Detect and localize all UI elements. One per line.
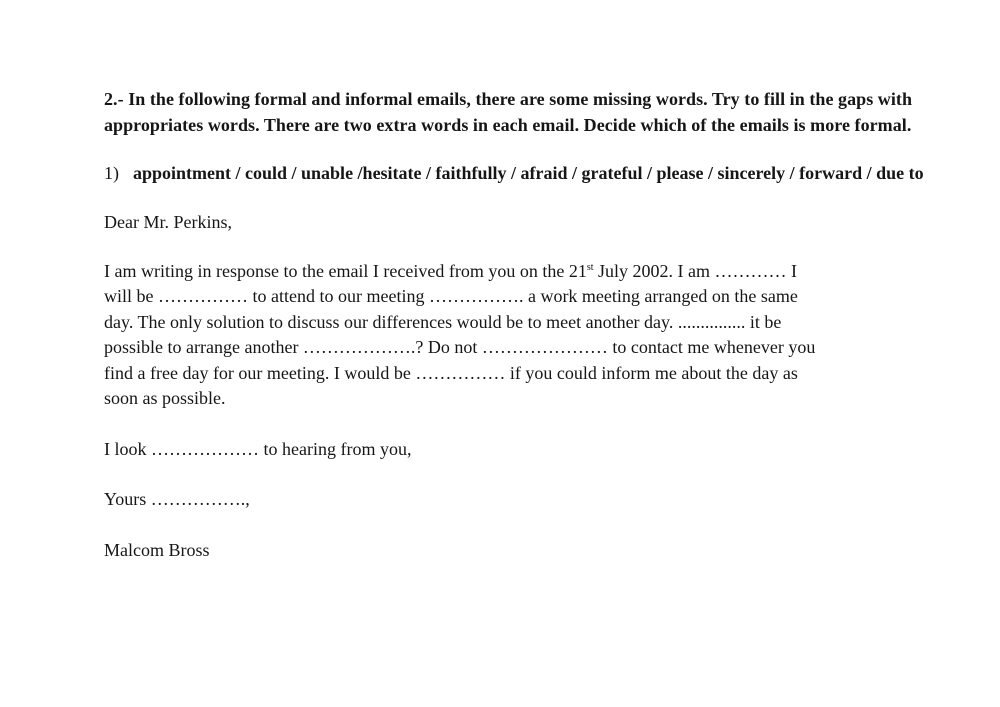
email-signoff: Yours ……………., xyxy=(104,489,250,509)
email-body-line-text: day. The only solution to discuss our differences would be to meet another day. ............... it be xyxy=(104,311,782,332)
worksheet-page xyxy=(104,86,970,563)
email-body-line xyxy=(104,361,970,387)
email-body-line-text: possible to arrange another ……………….? Do not ………………… to contact me whenever you xyxy=(104,337,816,357)
email-body-line-text: will be …………… to attend to our meeting ……………. a work meeting arranged on the same xyxy=(104,286,798,306)
email-body-line xyxy=(104,259,970,285)
word-bank-words: appointment / could / unable /hesitate / faithfully / afraid / grateful / please / sincerely / forward / due to xyxy=(133,163,924,183)
email-body-line xyxy=(104,335,970,361)
email-body-line xyxy=(104,386,970,412)
email-body-line-text: soon as possible. xyxy=(104,388,226,408)
word-bank-number: 1) xyxy=(104,163,119,183)
ordinal-suffix: st xyxy=(586,261,594,273)
exercise-instructions: 2.- In the following formal and informal emails, there are some missing words. Try to fill in the gaps with appropriates words. There are two extra words in each email. Decide which of the emails is more formal. xyxy=(104,89,913,135)
email-body-line-text: I am writing in response to the email I received from you on the 21st July 2002. I am ………… I xyxy=(104,260,798,281)
email-greeting: Dear Mr. Perkins, xyxy=(104,212,232,232)
email-body xyxy=(104,259,970,412)
email-body-line xyxy=(104,310,970,336)
email-signature: Malcom Bross xyxy=(104,539,210,560)
email-closing: I look ……………… to hearing from you, xyxy=(104,438,412,459)
word-bank xyxy=(104,160,970,186)
email-body-line xyxy=(104,284,970,310)
email-body-line-text: find a free day for our meeting. I would be …………… if you could inform me about the day as xyxy=(104,362,798,383)
